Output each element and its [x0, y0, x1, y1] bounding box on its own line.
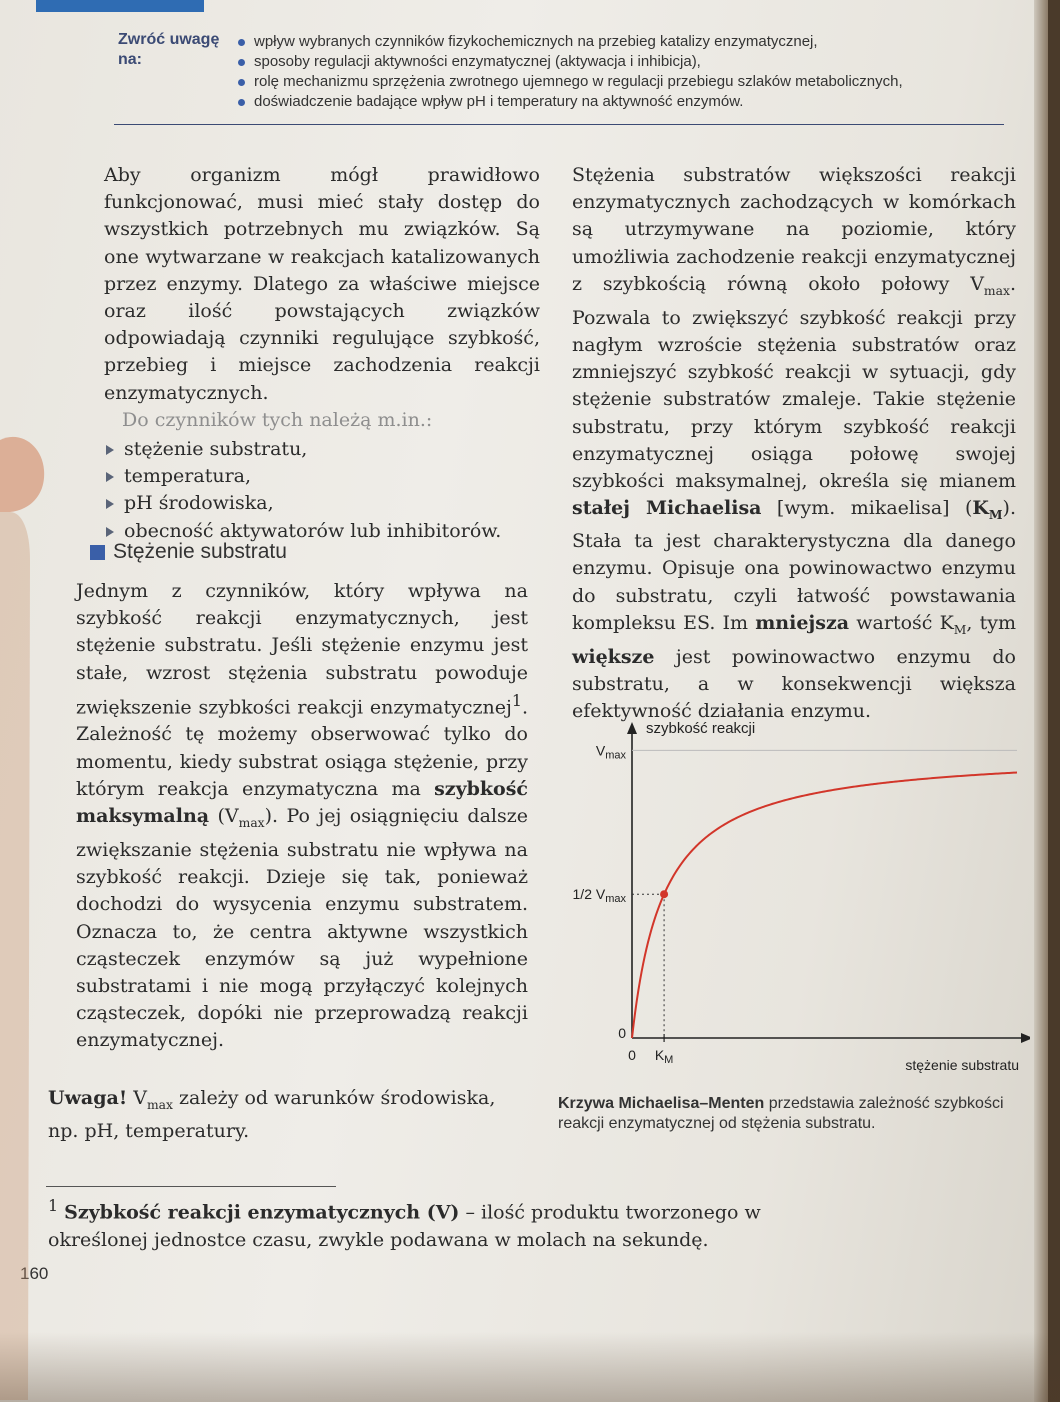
- text-run: (V: [209, 804, 239, 827]
- footnote-text: – ilość produktu tworzonego w określonej jednostce czasu, zwykle podawana w molach na sekundę.: [48, 1201, 761, 1252]
- page-number: 160: [20, 1264, 49, 1283]
- text-run: Jednym z czynników, który wpływa na szybkość reakcji enzymatycznych, jest stężenie substratu. Jeśli stężenie enzymu jest stałe, wzrost stężenia substratu powoduje zwiększenie szybkości reakcji enzymatycznej: [76, 580, 528, 719]
- attention-item: sposoby regulacji aktywności enzymatycznej (aktywacja i inhibicja),: [236, 52, 903, 72]
- text-run: [wym. mikaelisa] (: [761, 497, 973, 520]
- substrate-paragraph: [76, 578, 528, 1055]
- subscript: max: [146, 1097, 173, 1112]
- factor-item: stężenie substratu,: [104, 436, 540, 463]
- text-run: ). Stała ta jest charakterystyczna dla danego enzymu. Opisuje ona powinowactwo enzymu do substratu, czyli łatwość powstawania kompleksu ES. Im: [572, 497, 1016, 634]
- footnote-ref: 1: [511, 690, 522, 710]
- subscript: max: [238, 815, 265, 830]
- footnote-number: 1: [48, 1196, 59, 1215]
- y-tick-label: 0: [618, 1025, 626, 1041]
- text-run: ). Po jej osiągnięciu dalsze zwiększanie stężenia substratu nie wpływa na szybkość reakcji. Dzieje się tak, ponieważ dochodzi do wysycenia enzymu substratem. Oznacza to, że centra aktywne wszystkich cząsteczek enzymów są już wypełnione substratami i nie mogą przyłączyć kolejnych cząsteczek, dopóki nie przeprowadzą reakcji enzymatycznej.: [76, 804, 528, 1052]
- attention-label: Zwróć uwagę na:: [118, 31, 220, 68]
- footnote: [48, 1192, 848, 1254]
- finger-shadow: [0, 400, 70, 1400]
- text-run: V: [127, 1087, 147, 1109]
- page-edge: [1034, 0, 1048, 1402]
- x-tick-label: 0: [628, 1047, 636, 1063]
- section-square-icon: [90, 545, 105, 560]
- caption-text: przedstawia zależność szybkości reakcji enzymatycznej od stężenia substratu.: [558, 1095, 1004, 1132]
- footnote-term: Szybkość reakcji enzymatycznych (V): [64, 1201, 460, 1224]
- bold-term: [972, 497, 1003, 523]
- text-run: , tym: [966, 611, 1016, 634]
- y-tick-label: 1/2 $V_{max}$: [572, 886, 626, 906]
- bold-term: szybkość maksymalną: [76, 777, 528, 827]
- factor-item: temperatura,: [104, 463, 540, 490]
- y-tick-subscript: max: [605, 749, 626, 762]
- uwaga-note: [48, 1085, 528, 1144]
- top-color-bar: [36, 0, 204, 12]
- chart-layer: [573, 720, 1030, 1073]
- text-run: K: [972, 497, 989, 520]
- km-paragraph: [572, 162, 1016, 725]
- attention-item: rolę mechanizmu sprzężenia zwrotnego ujemnego w regulacji przebiegu szlaków metabolicznych,: [236, 72, 903, 92]
- michaelis-menten-chart: [560, 714, 1030, 1086]
- left-column-intro: [104, 162, 540, 545]
- subscript: M: [953, 622, 967, 637]
- right-column: [572, 162, 1016, 725]
- michaelis-menten-curve: [632, 773, 1017, 1038]
- factor-item: pH środowiska,: [104, 490, 540, 517]
- chart-caption: [558, 1094, 1018, 1134]
- bold-term: stałej Michaelisa: [572, 497, 762, 520]
- uwaga-label: Uwaga!: [48, 1087, 128, 1109]
- attention-item: doświadczenie badające wpływ pH i temperatury na aktywność enzymów.: [236, 92, 903, 112]
- km-marker-point: [660, 890, 668, 898]
- factors-list: [104, 436, 540, 545]
- section-title: Stężenie substratu: [113, 540, 287, 563]
- text-run: jest powinowactwo enzymu do substratu, a w konsekwencji większa efektywność działania enzymu.: [572, 645, 1016, 723]
- bold-term: mniejsza: [755, 611, 850, 634]
- text-run: . Zależność tę możemy obserwować tylko do momentu, kiedy substrat osiąga stężenie, przy którym reakcja enzymatyczna ma: [76, 696, 528, 800]
- section-heading: [90, 538, 287, 566]
- caption-bold: Krzywa Michaelisa–Menten: [558, 1095, 765, 1112]
- attention-list: [236, 32, 903, 112]
- intro-paragraph: Aby organizm mógł prawidłowo funkcjonować, musi mieć stały dostęp do wszystkich potrzebnych mu związków. Są one wytwarzane w reakcjach katalizowanych przez enzymy. Dlatego za właściwe miejsce oraz ilość powstających związków odpowiadają czynniki regulujące szybkość, przebieg i miejsce zachodzenia reakcji enzymatycznych.: [104, 164, 540, 404]
- top-divider: [114, 124, 1004, 125]
- x-axis-label: stężenie substratu: [905, 1057, 1019, 1073]
- footnote-divider: [46, 1186, 336, 1187]
- attention-item: wpływ wybranych czynników fizykochemicznych na przebieg katalizy enzymatycznej,: [236, 32, 903, 52]
- left-column-section: [76, 578, 528, 1055]
- subscript: max: [983, 283, 1010, 298]
- text-run: wartość K: [849, 611, 954, 634]
- y-tick-subscript: max: [605, 893, 626, 906]
- x-tick-label: $K_M$: [654, 1047, 674, 1066]
- x-axis-arrow: [1021, 1033, 1030, 1043]
- y-axis-label: szybkość reakcji: [646, 720, 756, 737]
- factors-intro: Do czynników tych należą m.in.:: [122, 408, 433, 431]
- text-run: zależy od warunków środowiska, np. pH, temperatury.: [48, 1087, 496, 1142]
- text-run: Stężenia substratów większości reakcji enzymatycznych zachodzących w komórkach są utrzymywane na poziomie, który umożliwia zachodzenie reakcji enzymatycznej z szybkością równą około połowy V: [572, 164, 1016, 295]
- factor-item: obecność aktywatorów lub inhibitorów.: [104, 518, 540, 545]
- y-axis-arrow: [627, 722, 637, 734]
- x-tick-subscript: M: [664, 1054, 674, 1066]
- y-tick-label: $V_{max}$: [595, 742, 626, 762]
- bold-term: większe: [572, 645, 655, 668]
- text-run: . Pozwala to zwiększyć szybkość reakcji przy nagłym wzroście stężenia substratów oraz zmniejszyć szybkość reakcji w sytuacji, gdy stężenie substratów zmaleje. Takie stężenie substratu, przy którym szybkość reakcji enzymatycznej osiąga połowę swojej szybkości maksymalnej, określa się mianem: [572, 272, 1016, 493]
- subscript: M: [988, 507, 1003, 523]
